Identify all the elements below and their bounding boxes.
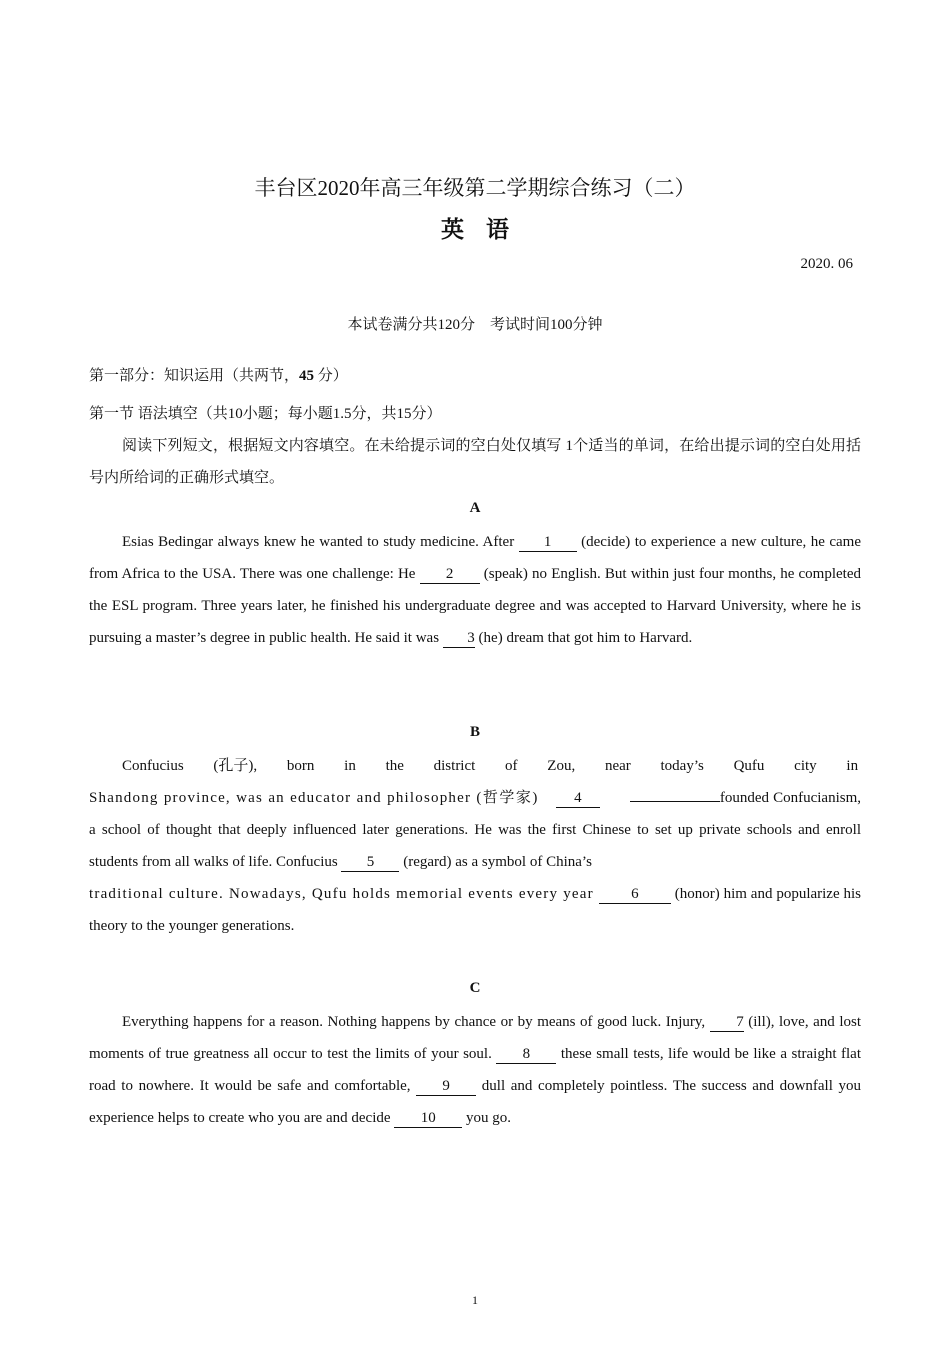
passage-text: (speak) no English. But within just four months, he completed the ESL program. Three years later, he finished his undergraduate degree and was accepted to Harvard University, where he is pursuing a master’s degree in public health. He said it was [89,566,861,646]
passage-text: you go. [462,1110,512,1126]
passage-text: Confucius (孔子), born in the district of Zou, near today’s Qufu city in [122,758,859,774]
passage-a [89,526,861,654]
passage-text: (honor) him and popularize his theory to the younger generations. [89,886,861,934]
passage-b [89,750,861,942]
exam-title: 丰台区2020年高三年级第二学期综合练习（二） [254,176,696,200]
passage-text: traditional culture. Nowadays, Qufu holds memorial events every year [89,886,599,902]
blank-5: 5 [341,854,399,872]
passage-text: (regard) as a symbol of China’s [399,854,592,870]
passage-a-label: A [469,500,481,516]
blank-9: 9 [416,1078,476,1096]
part-one-heading [89,364,348,385]
section-one-heading: 第一节 语法填空（共10小题；每小题1.5分，共15分） [89,406,442,422]
passage-text: (decide) to experience a new culture, he came from Africa to the USA. There was one challenge: He [89,534,862,582]
passage-text: Esias Bedingar always knew he wanted to study medicine. After [122,534,519,550]
instructions: 阅读下列短文，根据短文内容填空。在未给提示词的空白处仅填写 1个适当的单词，在给出提示词的空白处用括号内所给词的正确形式填空。 [89,438,861,486]
passage-text: (he) dream that got him to Harvard. [474,630,693,646]
passage-text: dull and completely pointless. The success and downfall you experience helps to create who you are and decide [89,1078,862,1126]
blank-7: 7 [710,1014,744,1032]
part-one-heading-end: 分） [314,368,348,384]
blank-4-extension [630,801,720,802]
exam-date: 2020. 06 [800,256,853,272]
blank-10: 10 [394,1110,462,1128]
blank-3: 3 [443,630,475,648]
page-number: 1 [472,1293,478,1307]
blank-8: 8 [496,1046,556,1064]
part-one-heading-text: 第一部分：知识运用（共两节， [89,368,300,384]
passage-text: these small tests, life would be like a straight flat road to nowhere. It would be safe and comfortable, [89,1046,862,1094]
exam-info: 本试卷满分共120分 考试时间100分钟 [347,317,603,333]
blank-4: 4 [556,790,600,808]
subject-title: 英语 [441,217,531,242]
blank-1: 1 [519,534,577,552]
passage-text: (ill), love, and lost moments of true greatness all occur to test the limits of your soul. [89,1014,861,1062]
passage-text: Everything happens for a reason. Nothing happens by chance or by means of good luck. Injury, [122,1014,710,1030]
passage-text: Shandong province, was an educator and philosopher (哲学家) [89,790,544,806]
blank-2: 2 [420,566,480,584]
blank-6: 6 [599,886,671,904]
passage-c [89,1006,861,1134]
part-one-score: 45 [299,368,315,384]
passage-text: founded Confucianism, a school of thought that deeply influenced later generations. He was the first Chinese to set up private schools and enroll students from all walks of life. Confucius [89,790,861,870]
passage-b-label: B [469,724,480,740]
passage-c-label: C [469,980,481,996]
